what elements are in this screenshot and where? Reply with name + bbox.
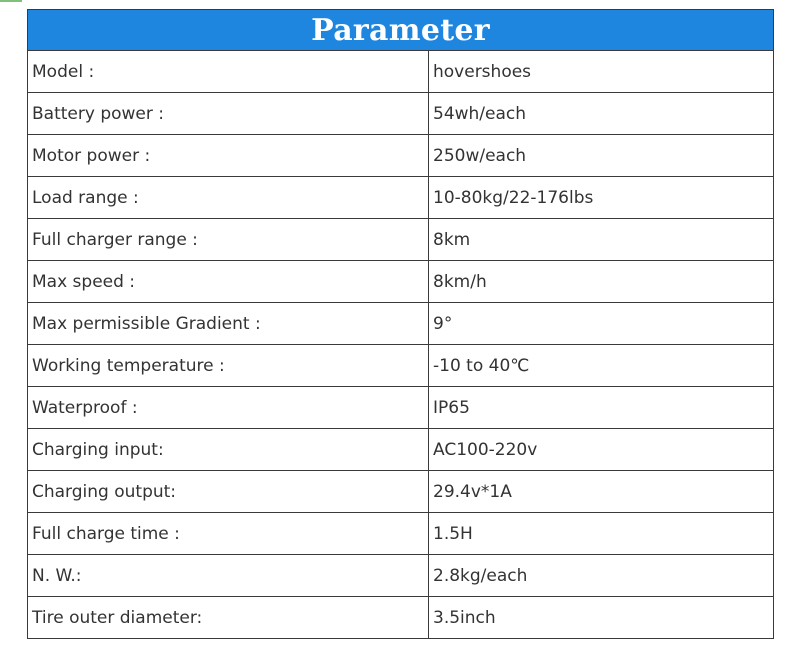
table-row	[28, 261, 774, 303]
table-row	[28, 387, 774, 429]
param-value: 2.8kg/each	[429, 555, 774, 597]
param-value: 250w/each	[429, 135, 774, 177]
param-value: 8km	[429, 219, 774, 261]
table-row	[28, 219, 774, 261]
param-label: Max speed :	[28, 261, 429, 303]
param-label: Waterproof :	[28, 387, 429, 429]
param-label: Full charge time :	[28, 513, 429, 555]
param-label: Motor power :	[28, 135, 429, 177]
param-label: Load range :	[28, 177, 429, 219]
table-row	[28, 513, 774, 555]
table-row	[28, 177, 774, 219]
table-row	[28, 135, 774, 177]
table-row	[28, 597, 774, 639]
param-label: Battery power :	[28, 93, 429, 135]
table-row	[28, 51, 774, 93]
param-label: Max permissible Gradient :	[28, 303, 429, 345]
param-label: Full charger range :	[28, 219, 429, 261]
table-row	[28, 93, 774, 135]
param-label: Model :	[28, 51, 429, 93]
param-label: Tire outer diameter:	[28, 597, 429, 639]
param-value: 10-80kg/22-176lbs	[429, 177, 774, 219]
table-row	[28, 303, 774, 345]
table-row	[28, 429, 774, 471]
param-value: 8km/h	[429, 261, 774, 303]
table-row	[28, 345, 774, 387]
param-label: Working temperature :	[28, 345, 429, 387]
table-row	[28, 471, 774, 513]
corner-mark	[0, 0, 22, 2]
param-label: N. W.:	[28, 555, 429, 597]
param-label: Charging output:	[28, 471, 429, 513]
param-value: 54wh/each	[429, 93, 774, 135]
param-label: Charging input:	[28, 429, 429, 471]
param-value: 9°	[429, 303, 774, 345]
param-value: -10 to 40℃	[429, 345, 774, 387]
param-value: hovershoes	[429, 51, 774, 93]
parameter-table	[27, 9, 774, 639]
param-value: 3.5inch	[429, 597, 774, 639]
param-value: IP65	[429, 387, 774, 429]
param-value: 1.5H	[429, 513, 774, 555]
param-value: AC100-220v	[429, 429, 774, 471]
table-row	[28, 555, 774, 597]
param-value: 29.4v*1A	[429, 471, 774, 513]
table-title: Parameter	[28, 10, 774, 51]
